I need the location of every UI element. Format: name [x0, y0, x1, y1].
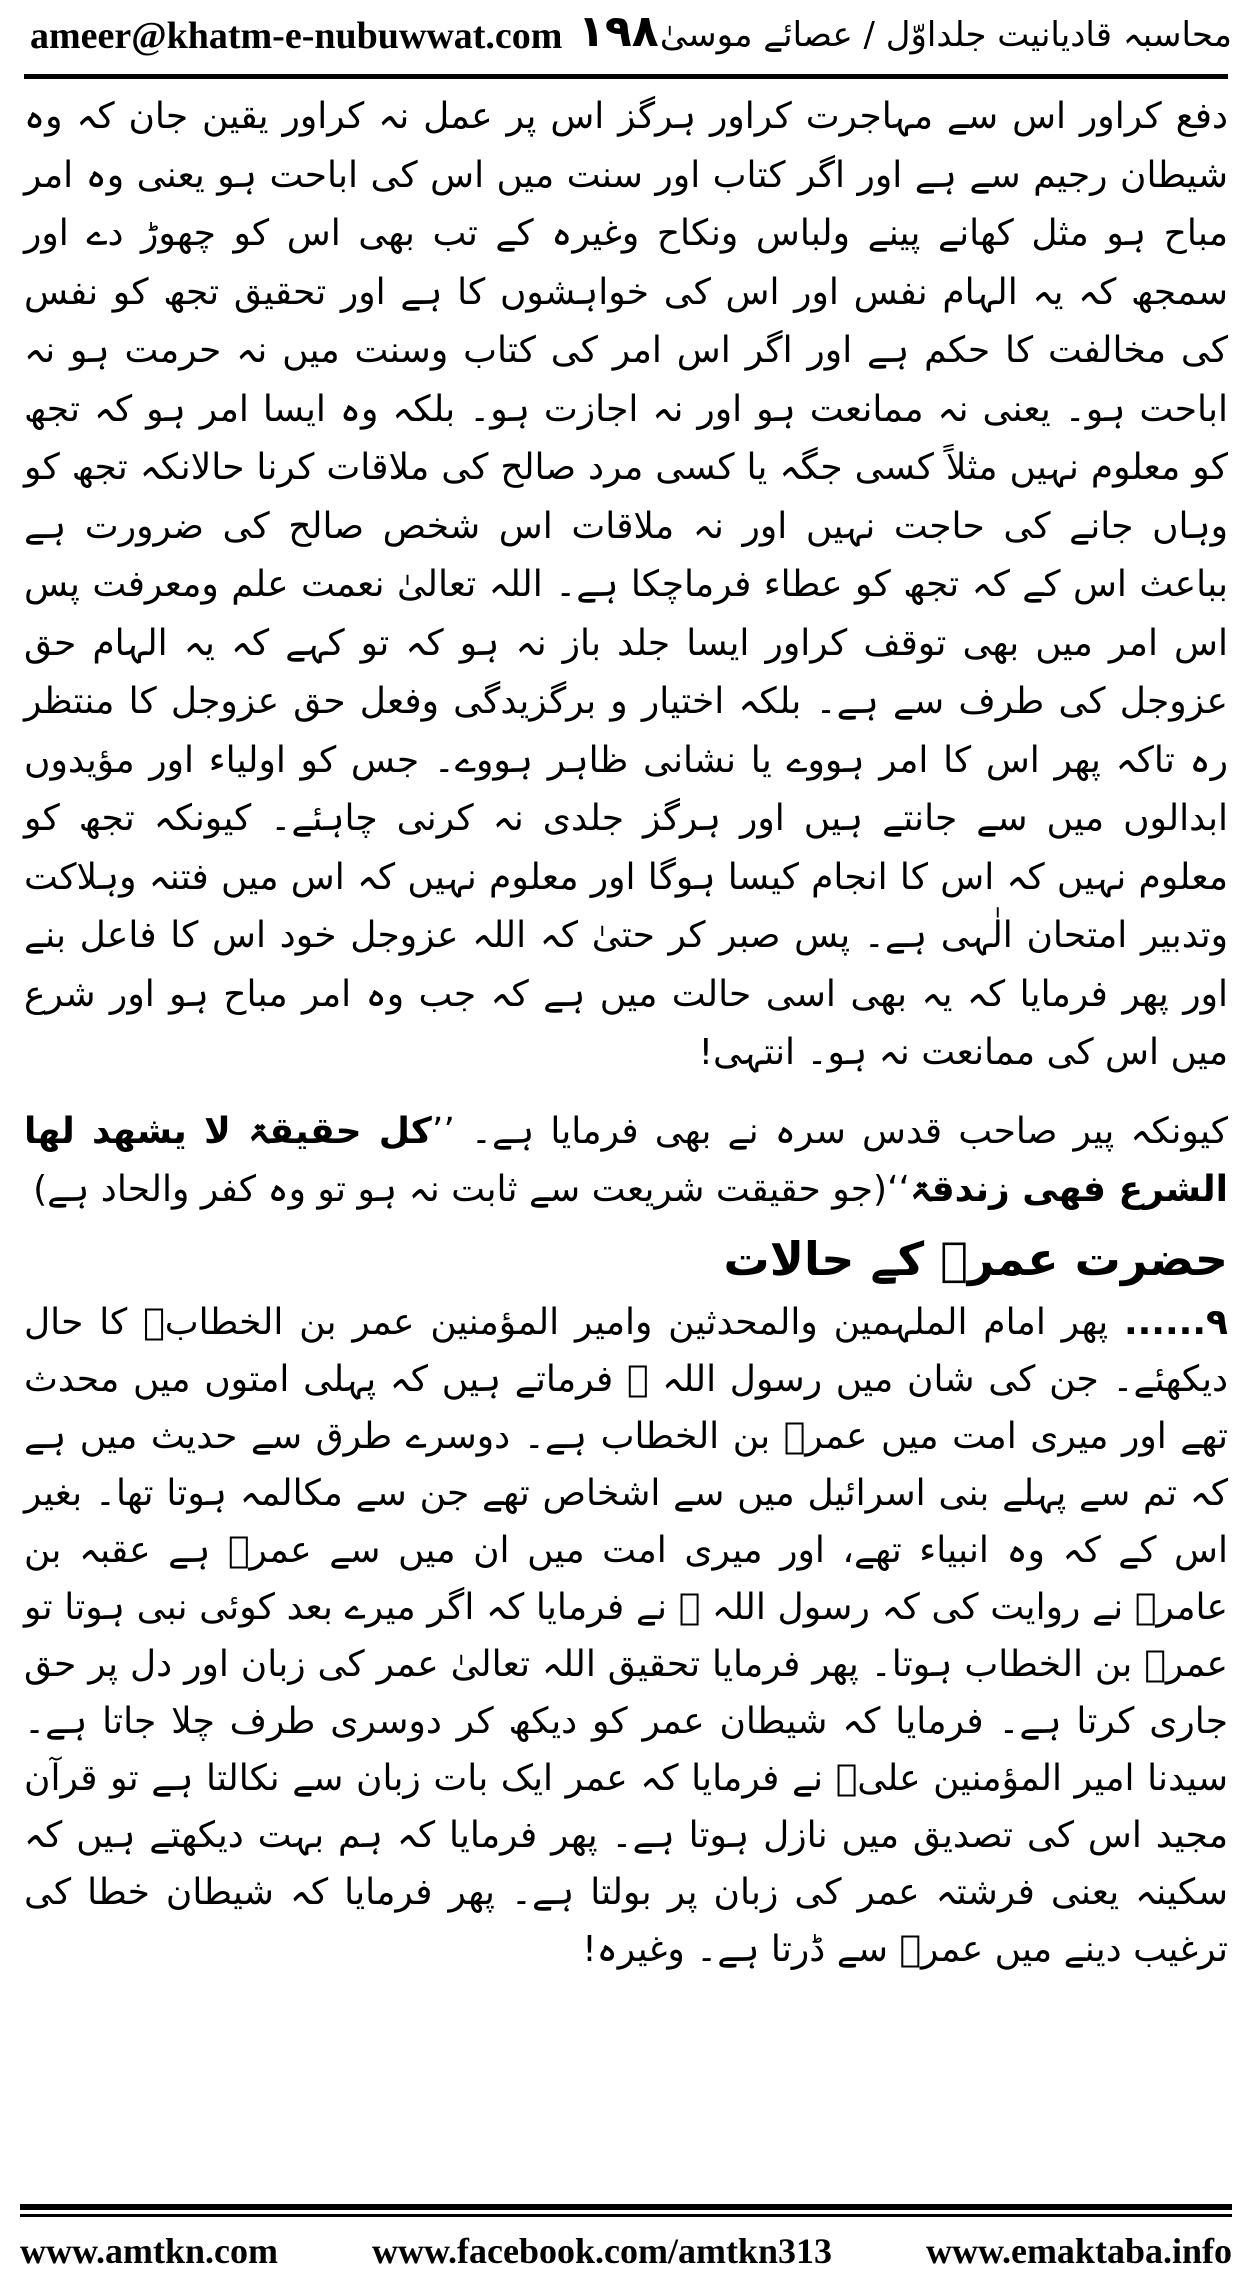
section-number: ۹......: [1123, 1301, 1228, 1343]
footer-link-facebook[interactable]: www.facebook.com/amtkn313: [371, 2231, 832, 2271]
paragraph-2-translation: ‘‘(جو حقیقت شریعت سے ثابت نہ ہو تو وہ کفر والحاد ہے): [33, 1169, 910, 1210]
section-heading: حضرت عمرؓ کے حالات: [723, 1231, 1228, 1286]
page-number: ۱۹۸: [578, 6, 659, 57]
header-email[interactable]: ameer@khatm-e-nubuwwat.com: [30, 15, 563, 57]
page-header: [0, 0, 1252, 80]
footer-divider-thin: [20, 2214, 1232, 2217]
paragraph-2-intro: کیونکہ پیر صاحب قدس سرہ نے بھی فرمایا ہے۔ ’’: [431, 1110, 1229, 1152]
arabic-quote: کل حقیقۃ لا یشھد لھا الشرع فھی زندقۃ: [24, 1110, 1228, 1210]
book-title: محاسبہ قادیانیت جلداوّل / عصائے موسیٰ: [659, 15, 1232, 55]
footer-link-amtkn[interactable]: www.amtkn.com: [20, 2231, 278, 2271]
footer-divider: [20, 2204, 1232, 2210]
header-divider: [24, 74, 1228, 79]
page-body: [24, 88, 1228, 1978]
paragraph-1: دفع کراور اس سے مہاجرت کراور ہرگز اس پر عمل نہ کراور یقین جان کہ وہ شیطان رجیم سے ہے اور اگر کتاب اور سنت میں اس کی اباحت ہو یعنی وہ امر مباح ہو مثل کھانے پینے ولباس ونکاح وغیرہ کے تب بھی اس کو چھوڑ دے اور سمجھ کہ یہ الہام نفس اور اس کی خواہشوں کا ہے اور تحقیق تجھ کو نفس کی مخالفت کا حکم ہے اور اگر اس امر کی کتاب وسنت میں نہ حرمت ہو نہ اباحت ہو۔ یعنی نہ ممانعت ہو اور نہ اجازت ہو۔ بلکہ وہ ایسا امر ہو کہ تجھ کو معلوم نہیں مثلاً کسی جگہ یا کسی مرد صالح کی ملاقات کرنا حالانکہ تجھ کو وہاں جانے کی حاجت نہیں اور نہ ملاقات اس شخص صالح کی ضرورت ہے بباعث اس کے کہ تجھ کو عطاء فرماچکا ہے۔ اللہ تعالیٰ نعمت علم ومعرفت پس اس امر میں بھی توقف کراور ایسا جلد باز نہ ہو کہ تو کہے کہ یہ الہام حق عزوجل کی طرف سے ہے۔ بلکہ اختیار و برگزیدگی وفعل حق عزوجل کا منتظر رہ تاکہ پھر اس کا امر ہووے یا نشانی ظاہر ہووے۔ جس کو اولیاء اور مؤیدوں ابدالوں میں سے جانتے ہیں اور ہرگز جلدی نہ کرنی چاہئے۔ کیونکہ تجھ کو معلوم نہیں کہ اس کا انجام کیسا ہوگا اور معلوم نہیں کہ اس میں فتنہ وہلاکت وتدبیر امتحان الٰہی ہے۔ پس صبر کر حتیٰ کہ اللہ عزوجل خود اس کا فاعل بنے اور پھر فرمایا کہ یہ بھی اسی حالت میں ہے کہ جب وہ امر مباح ہو اور شرع میں اس کی ممانعت نہ ہو۔ انتہی!: [24, 96, 1228, 1073]
paragraph-2: [24, 1103, 1228, 1220]
paragraph-3-text: پھر امام الملہمین والمحدثین وامیر المؤمنین عمر بن الخطابؓ کا حال دیکھئے۔ جن کی شان میں رسول اللہ ﷺ فرماتے ہیں کہ پہلی امتوں میں محدث تھے اور میری امت میں عمرؓ بن الخطاب ہے۔ دوسرے طرق سے حدیث میں ہے کہ تم سے پہلے بنی اسرائیل میں سے اشخاص تھے جن سے مکالمہ ہوتا تھا۔ بغیر اس کے کہ وہ انبیاء تھے، اور میری امت میں ان میں سے عمرؓ ہے عقبہ بن عامرؓ نے روایت کی کہ رسول اللہ ﷺ نے فرمایا کہ اگر میرے بعد کوئی نبی ہوتا تو عمرؓ بن الخطاب ہوتا۔ پھر فرمایا تحقیق اللہ تعالیٰ عمر کی زبان اور دل پر حق جاری کرتا ہے۔ فرمایا کہ شیطان عمر کو دیکھ کر دوسری طرف چلا جاتا ہے۔ سیدنا امیر المؤمنین علیؓ نے فرمایا کہ عمر ایک بات زبان سے نکالتا ہے تو قرآن مجید اس کی تصدیق میں نازل ہوتا ہے۔ پھر فرمایا کہ ہم بہت دیکھتے ہیں کہ سکینہ یعنی فرشتہ عمر کی زبان پر بولتا ہے۔ پھر فرمایا کہ شیطان خطا کی ترغیب دینے میں عمرؓ سے ڈرتا ہے۔ وغیرہ!: [24, 1301, 1228, 1970]
paragraph-3: [24, 1294, 1228, 1978]
page-footer: [20, 2226, 1232, 2276]
footer-link-emaktaba[interactable]: www.emaktaba.info: [925, 2231, 1232, 2271]
